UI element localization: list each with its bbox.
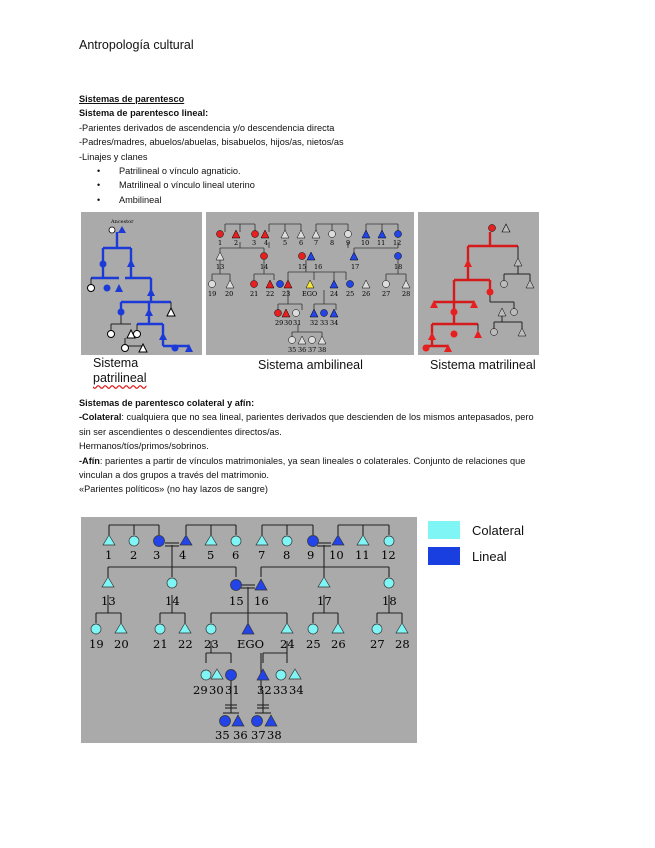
- kin-number: 34: [289, 683, 304, 697]
- kin-number: 18: [394, 263, 403, 271]
- kin-number: 1: [105, 548, 113, 562]
- kin-number: 5: [283, 239, 288, 247]
- kin-number: 37: [251, 728, 266, 742]
- kin-number: 30: [284, 319, 293, 327]
- term-definition: : cualquiera que no sea lineal, parientes derivados que descienden de los mismos antepasados, pero: [121, 412, 534, 423]
- kin-number: 36: [233, 728, 248, 742]
- kin-number: 12: [393, 239, 402, 247]
- kin-number: 38: [318, 346, 327, 354]
- kin-number: 23: [282, 290, 291, 298]
- kin-number: 18: [382, 594, 397, 608]
- ego-label: EGO: [302, 290, 318, 298]
- bullet-item: • Ambilineal: [79, 193, 344, 207]
- kin-number: 32: [257, 683, 272, 697]
- text-line: sin ser ascendientes o descendientes directos/as.: [79, 426, 282, 437]
- kin-number: 29: [275, 319, 284, 327]
- kin-number: 2: [234, 239, 239, 247]
- section-heading: Sistemas de parentesco: [79, 94, 185, 104]
- text-line: -Padres/madres, abuelos/abuelas, bisabuelos, hijos/as, nietos/as: [79, 137, 344, 148]
- kin-number: 35: [288, 346, 297, 354]
- kin-number: 19: [208, 290, 217, 298]
- kinship-tree: [81, 517, 417, 743]
- kin-number: 33: [320, 319, 329, 327]
- colateral-lineal-diagram: [81, 517, 417, 743]
- kin-number: 26: [362, 290, 371, 298]
- kin-number: 11: [377, 239, 386, 247]
- kin-number: 34: [330, 319, 339, 327]
- text-line: -Parientes derivados de ascendencia y/o descendencia directa: [79, 122, 335, 133]
- kin-number: 7: [314, 239, 319, 247]
- section-subheading: Sistema de parentesco lineal:: [79, 108, 209, 119]
- patrilineal-caption: [93, 356, 147, 386]
- kin-number: 6: [232, 548, 240, 562]
- kin-number: 24: [330, 290, 339, 298]
- kin-number: 24: [280, 637, 295, 651]
- top-generation-numbers: [105, 548, 396, 562]
- kin-number: 13: [216, 263, 225, 271]
- afin-line: [79, 454, 534, 468]
- kin-number: 33: [273, 683, 288, 697]
- kin-number: 15: [298, 263, 307, 271]
- kin-number: 3: [153, 548, 161, 562]
- kin-number: 16: [314, 263, 323, 271]
- matrilineal-caption: Sistema matrilineal: [430, 358, 536, 372]
- kin-number: 20: [114, 637, 129, 651]
- legend-swatch-colateral: [428, 521, 460, 539]
- kin-number: 38: [267, 728, 282, 742]
- kin-number: 14: [260, 263, 269, 271]
- kin-number: 9: [307, 548, 315, 562]
- ancestor-label: Ancestor: [111, 219, 134, 225]
- ambilineal-caption: Sistema ambilineal: [258, 358, 363, 372]
- legend-label: Colateral: [472, 522, 525, 538]
- kin-number: 28: [402, 290, 411, 298]
- kin-number: 30: [209, 683, 224, 697]
- lineage-bullet-list: [79, 164, 344, 207]
- kin-number: 15: [229, 594, 244, 608]
- kin-number: 35: [215, 728, 230, 742]
- term-label: -Afín: [79, 455, 100, 466]
- text-line: -Linajes y clanes: [79, 151, 148, 162]
- kin-number: 31: [225, 683, 240, 697]
- ambilineal-row3-numbers: [208, 290, 410, 298]
- kin-number: 25: [306, 637, 321, 651]
- kin-number: 22: [266, 290, 275, 298]
- kin-number: 4: [264, 239, 269, 247]
- colateral-line: [79, 410, 534, 424]
- kin-number: 10: [361, 239, 370, 247]
- kin-number: 1: [218, 239, 223, 247]
- legend-swatch-lineal: [428, 547, 460, 565]
- matrilineal-tree: [418, 212, 539, 355]
- diagram-legend: [428, 518, 524, 568]
- kin-number: 8: [330, 239, 335, 247]
- ambilineal-tree: [206, 212, 414, 355]
- kin-number: 19: [89, 637, 104, 651]
- kin-number: 10: [329, 548, 344, 562]
- kin-number: 26: [331, 637, 346, 651]
- kin-number: 5: [207, 548, 215, 562]
- ambilineal-top-numbers: [218, 239, 401, 247]
- kin-number: 21: [250, 290, 259, 298]
- kin-number: 23: [204, 637, 219, 651]
- ambilineal-diagram: [206, 212, 414, 355]
- kin-number: 8: [283, 548, 291, 562]
- kin-number: 3: [252, 239, 257, 247]
- kin-number: 27: [370, 637, 385, 651]
- kin-number: 21: [153, 637, 168, 651]
- caption-line: patrilineal: [93, 371, 147, 385]
- caption-line: Sistema: [93, 356, 139, 370]
- ego-label: EGO: [237, 637, 265, 651]
- kin-number: 20: [225, 290, 234, 298]
- term-definition: : parientes a partir de vínculos matrimoniales, ya sean lineales o colaterales. Conjunto de relaciones que: [99, 455, 526, 466]
- patrilineal-diagram: [81, 212, 202, 355]
- document-title: Antropología cultural: [79, 38, 194, 52]
- text-line: vinculan a dos grupos a través del matrimonio.: [79, 470, 269, 481]
- kin-number: 7: [258, 548, 266, 562]
- text-line: Hermanos/tíos/primos/sobrinos.: [79, 441, 209, 452]
- section-lineal: [79, 92, 344, 207]
- kin-number: 29: [193, 683, 208, 697]
- text-line: «Parientes políticos» (no hay lazos de sangre): [79, 484, 268, 495]
- section-colateral-afin: [79, 396, 534, 497]
- kin-number: 11: [355, 548, 370, 562]
- kin-number: 37: [308, 346, 317, 354]
- kin-number: 13: [101, 594, 116, 608]
- patrilineal-tree: [81, 212, 202, 355]
- section-heading: Sistemas de parentesco colateral y afín:: [79, 398, 255, 408]
- kin-number: 14: [165, 594, 180, 608]
- kin-number: 2: [130, 548, 138, 562]
- kin-number: 31: [293, 319, 302, 327]
- bullet-item: • Matrilineal o vínculo lineal uterino: [79, 178, 344, 192]
- kin-number: 27: [382, 290, 391, 298]
- ego-generation-numbers: [89, 637, 410, 651]
- kin-number: 36: [298, 346, 307, 354]
- kin-number: 6: [299, 239, 304, 247]
- ancestor-male-symbol: [118, 226, 126, 233]
- term-label: -Colateral: [79, 412, 122, 423]
- legend-item-colateral: [428, 518, 524, 542]
- kin-number: 16: [254, 594, 269, 608]
- kin-number: 9: [346, 239, 351, 247]
- kin-number: 28: [395, 637, 410, 651]
- matrilineal-diagram: [418, 212, 539, 355]
- kin-number: 12: [381, 548, 396, 562]
- kin-number: 25: [346, 290, 355, 298]
- kin-number: 4: [179, 548, 187, 562]
- kin-number: 17: [317, 594, 332, 608]
- legend-item-lineal: [428, 544, 524, 568]
- legend-label: Lineal: [472, 548, 507, 564]
- kin-number: 22: [178, 637, 193, 651]
- bullet-item: • Patrilineal o vínculo agnaticio.: [79, 164, 344, 178]
- ancestor-female-symbol: [109, 227, 115, 233]
- kin-number: 32: [310, 319, 319, 327]
- kin-number: 17: [351, 263, 360, 271]
